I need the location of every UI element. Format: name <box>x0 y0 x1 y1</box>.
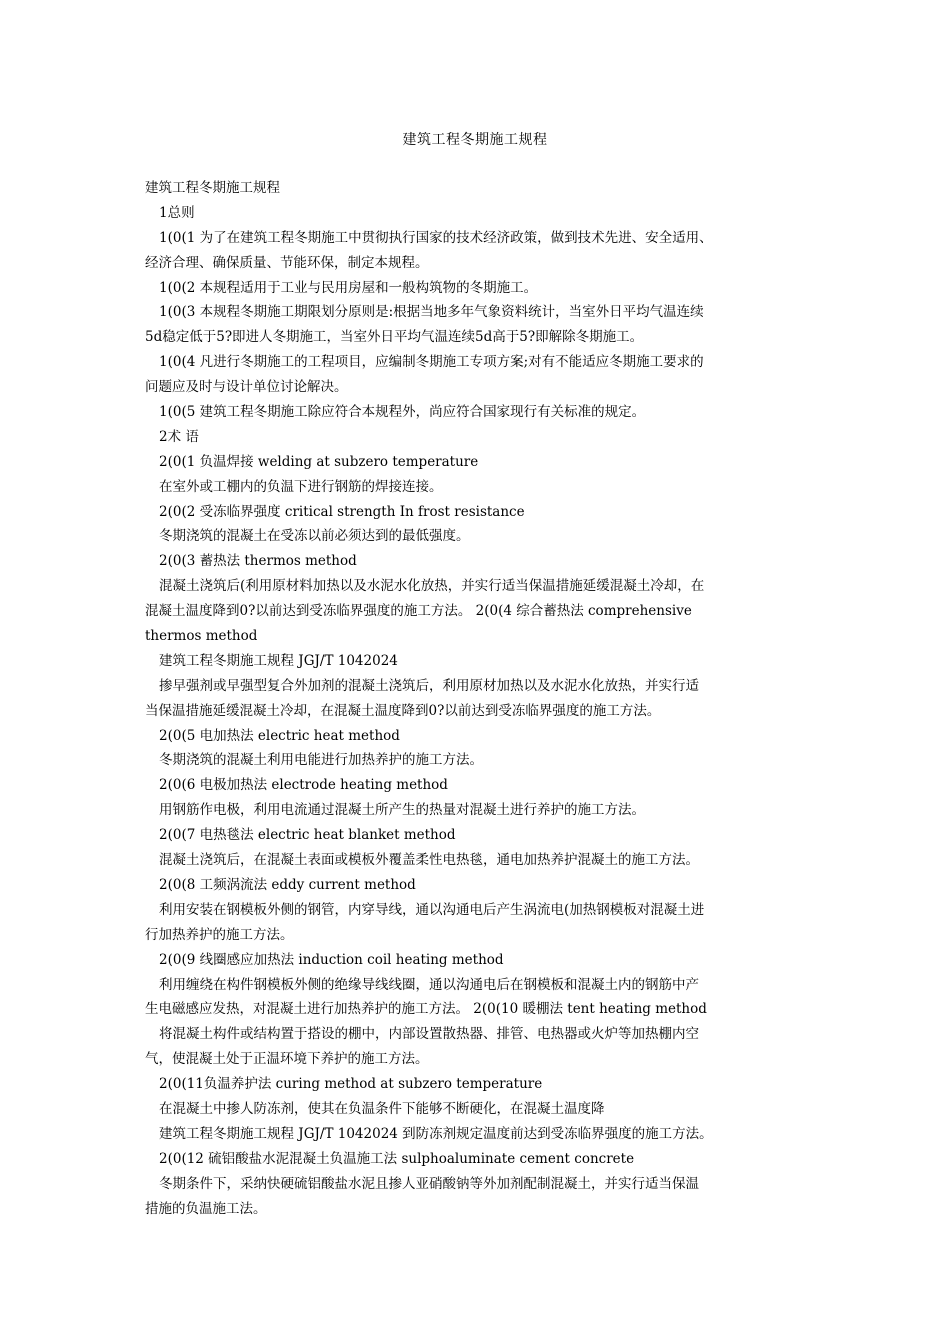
text-line: 2(0(12 硫铝酸盐水泥混凝土负温施工法 sulphoaluminate cement concrete <box>159 1150 635 1167</box>
text-line: 冬期浇筑的混凝土在受冻以前必须达到的最低强度。 <box>159 528 470 545</box>
text-line: 利用安装在钢模板外侧的钢管，内穿导线，通以沟通电后产生涡流电(加热钢模板对混凝土进 <box>159 901 705 918</box>
text-line: 在室外或工棚内的负温下进行钢筋的焊接连接。 <box>159 478 443 495</box>
text-line: 将混凝土构件或结构置于搭设的棚中，内部设置散热器、排管、电热器或火炉等加热棚内空 <box>159 1026 699 1043</box>
text-line: 混凝土浇筑后，在混凝土表面或模板外覆盖柔性电热毯，通电加热养护混凝土的施工方法。 <box>159 852 699 869</box>
text-line: 在混凝土中掺人防冻剂，使其在负温条件下能够不断硬化，在混凝土温度降 <box>159 1100 605 1117</box>
text-line: 冬期条件下，采纳快硬硫铝酸盐水泥且掺人亚硝酸钠等外加剂配制混凝土，并实行适当保温 <box>159 1175 699 1192</box>
text-line: 建筑工程冬期施工规程 JGJ/T 1042024 <box>159 652 398 669</box>
text-line: 措施的负温施工法。 <box>145 1200 267 1217</box>
text-line: 2(0(8 工频涡流法 eddy current method <box>159 876 416 893</box>
text-line: 2(0(2 受冻临界强度 critical strength In frost resistance <box>159 503 525 520</box>
text-line: 经济合理、确保质量、节能环保，制定本规程。 <box>145 254 429 271</box>
text-line: 1(0(4 凡进行冬期施工的工程项目，应编制冬期施工专项方案;对有不能适应冬期施工要求的 <box>159 354 704 371</box>
text-line: 混凝土浇筑后(利用原材料加热以及水泥水化放热，并实行适当保温措施延缓混凝土冷却，在 <box>159 578 705 595</box>
text-line: 掺早强剂或早强型复合外加剂的混凝土浇筑后，利用原材加热以及水泥水化放热，并实行适 <box>159 677 699 694</box>
text-line: 行加热养护的施工方法。 <box>145 926 294 943</box>
text-line: 1(0(1 为了在建筑工程冬期施工中贯彻执行国家的技术经济政策，做到技术先进、安全适用、 <box>159 229 713 246</box>
text-line: 问题应及时与设计单位讨论解决。 <box>145 379 348 396</box>
document-title: 建筑工程冬期施工规程 <box>402 132 548 148</box>
text-line: 1(0(5 建筑工程冬期施工除应符合本规程外，尚应符合国家现行有关标准的规定。 <box>159 404 646 421</box>
text-line: 2(0(7 电热毯法 electric heat blanket method <box>159 827 456 844</box>
text-line: 利用缠绕在构件钢模板外侧的绝缘导线线圈，通以沟通电后在钢模板和混凝土内的钢筋中产 <box>159 976 699 993</box>
text-line: 5d稳定低于5?即进人冬期施工，当室外日平均气温连续5d高于5?即解除冬期施工。 <box>145 329 644 346</box>
text-line: 冬期浇筑的混凝土利用电能进行加热养护的施工方法。 <box>159 752 483 769</box>
text-line: 当保温措施延缓混凝土冷却，在混凝土温度降到0?以前达到受冻临界强度的施工方法。 <box>145 702 661 719</box>
text-line: 1(0(2 本规程适用于工业与民用房屋和一般构筑物的冬期施工。 <box>159 279 538 296</box>
text-line: thermos method <box>145 628 258 645</box>
text-line: 2(0(6 电极加热法 electrode heating method <box>159 777 448 794</box>
text-line: 2(0(3 蓄热法 thermos method <box>159 553 357 570</box>
text-line: 混凝土温度降到0?以前达到受冻临界强度的施工方法。 2(0(4 综合蓄热法 comprehensive <box>145 603 692 620</box>
text-line: 建筑工程冬期施工规程 <box>145 180 280 196</box>
text-line: 1(0(3 本规程冬期施工期限划分原则是:根据当地多年气象资料统计，当室外日平均气温连续 <box>159 304 704 321</box>
text-line: 2(0(11负温养护法 curing method at subzero temperature <box>159 1076 543 1093</box>
text-line: 2(0(1 负温焊接 welding at subzero temperature <box>159 453 479 470</box>
text-line: 2术 语 <box>159 428 199 445</box>
text-line: 气，使混凝土处于正温环境下养护的施工方法。 <box>145 1051 429 1068</box>
document-body <box>145 176 810 1221</box>
text-line: 1总则 <box>159 204 195 221</box>
text-line: 2(0(9 线圈感应加热法 induction coil heating method <box>159 951 504 968</box>
text-line: 用钢筋作电极，利用电流通过混凝土所产生的热量对混凝土进行养护的施工方法。 <box>159 802 645 819</box>
text-line: 建筑工程冬期施工规程 JGJ/T 1042024 到防冻剂规定温度前达到受冻临界强度的施工方法。 <box>159 1125 713 1142</box>
text-line: 生电磁感应发热，对混凝土进行加热养护的施工方法。 2(0(10 暖棚法 tent heating method <box>145 1001 707 1018</box>
text-line: 2(0(5 电加热法 electric heat method <box>159 727 400 744</box>
